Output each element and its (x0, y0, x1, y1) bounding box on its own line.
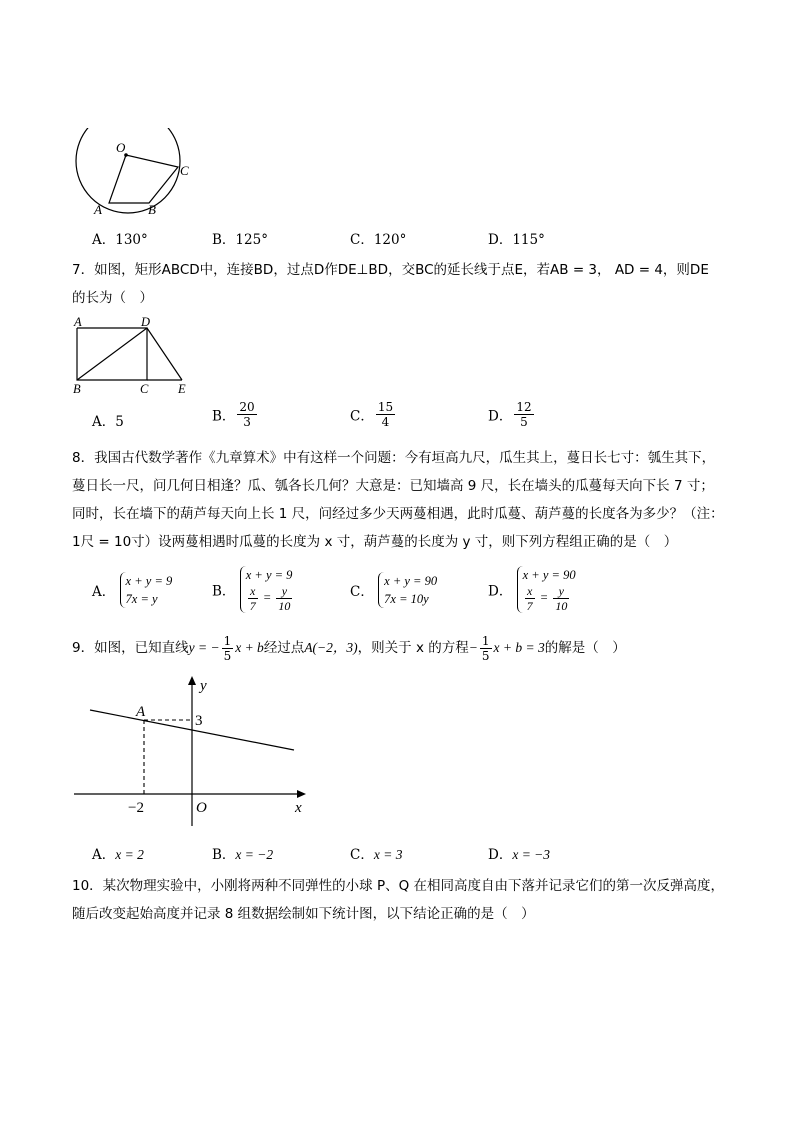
q7-option-d[interactable] (488, 400, 536, 429)
option-letter: D． (488, 847, 513, 863)
fraction-denominator: 3 (243, 415, 251, 429)
option-letter: C． (350, 408, 374, 425)
q6-option-a[interactable] (92, 228, 148, 248)
y-axis-arrow (188, 676, 196, 685)
q10-text-line1: 10．某次物理实验中，小刚将两种不同弹性的小球 P、Q 在相同高度自由下落并记录它们的第一次反弹高度， (72, 878, 725, 894)
fraction-denominator: 10 (278, 599, 291, 613)
fraction-numerator: 1 (481, 634, 490, 648)
option-letter: B． (212, 583, 236, 600)
equation-system (240, 566, 295, 613)
q9-mid: 经过点 (263, 640, 305, 656)
label-d: D (141, 315, 151, 329)
option-value: 5 (115, 414, 124, 430)
option-fraction (376, 400, 395, 429)
equation-2: 7x = 10y (384, 592, 429, 606)
q9-option-c[interactable] (350, 843, 402, 863)
fraction-denominator: 10 (555, 599, 568, 613)
option-letter: D． (488, 583, 513, 600)
option-letter: C． (350, 232, 374, 248)
equation-2: 7x = y (125, 592, 158, 606)
q7-text-line1: 7．如图，矩形ABCD中，连接BD，过点D作DE⊥BD，交BC的延长线于点E，若AB = 3， AD = 4，则DE (72, 262, 709, 278)
q8-text-line3: 同时，长在墙下的葫芦每天向上长 1 尺，问经过多少天两蔓相遇，此时瓜蔓、葫芦蔓的长度各为多少？（注： (72, 506, 724, 522)
q7-text-line2: 的长为（ ） (72, 290, 153, 306)
q8-option-b[interactable] (212, 566, 294, 613)
q8-option-c[interactable] (350, 572, 437, 608)
option-fraction (237, 400, 256, 429)
equation-1: x + y = 9 (125, 574, 173, 588)
equation-1: x + y = 9 (245, 568, 293, 582)
q7-option-c[interactable] (350, 400, 397, 429)
label-x: x (295, 800, 302, 816)
option-letter: C． (350, 847, 374, 863)
label-e: E (178, 382, 186, 396)
q9-point: A(−2，3) (304, 640, 358, 655)
q8-text-line1: 8．我国古代数学著作《九章算术》中有这样一个问题：今有垣高九尺，瓜生其上，蔓日长七寸：瓠生其下， (72, 450, 716, 466)
q9-option-a[interactable] (92, 843, 144, 863)
option-letter: A． (92, 232, 116, 248)
equation-system (378, 572, 437, 608)
q9-line-eq-rhs: x + b (235, 640, 264, 655)
segment-de (147, 328, 182, 380)
fraction-numerator: x (525, 584, 535, 599)
option-letter: B． (212, 232, 236, 248)
label-b: B (73, 382, 81, 396)
q8-option-a[interactable] (92, 572, 172, 608)
q6-option-c[interactable] (350, 228, 406, 248)
q8-text-line4: 1尺 = 10寸）设两蔓相遇时瓜蔓的长度为 x 寸，葫芦蔓的长度为 y 寸，则下列方程组正确的是（ ） (72, 534, 678, 550)
option-value: 115° (512, 232, 545, 248)
equation-1: x + y = 90 (522, 568, 576, 582)
option-value: 125° (235, 232, 268, 248)
equation-1: x + y = 90 (384, 574, 438, 588)
x-axis-arrow (297, 790, 306, 798)
q9-prefix: 9．如图，已知直线 (72, 640, 189, 656)
equation-2: $\frac{x}{7}$ = $\frac{y}{10}$ (526, 584, 568, 613)
fraction-numerator: 1 (223, 634, 232, 648)
fraction-denominator: 7 (249, 599, 256, 613)
option-letter: D． (488, 408, 513, 425)
quadrilateral-oabc (109, 155, 178, 203)
q6-option-d[interactable] (488, 228, 545, 248)
q9-eq-lhs: − (468, 640, 478, 655)
option-letter: B． (212, 847, 236, 863)
q8-text-line2: 蔓日长一尺，问几何日相逢？瓜、瓠各长几何？大意是：已知墙高 9 尺，长在墙头的瓜蔓每天向下长 7 寸； (72, 478, 714, 494)
segment-bd (77, 328, 147, 380)
q8-option-d[interactable] (488, 566, 576, 613)
q9-eq-rhs: x + b = 3 (493, 640, 545, 655)
label-a: A (94, 202, 102, 217)
circle-outline (76, 128, 180, 213)
q9-mid2: ，则关于 x 的方程 (357, 640, 469, 656)
q9-text (72, 634, 626, 663)
line-graph-figure (68, 672, 318, 832)
fraction-numerator: y (276, 584, 292, 599)
option-value: 130° (115, 232, 148, 248)
label-b: B (148, 202, 156, 217)
option-value: x = −3 (512, 847, 551, 862)
q7-option-a[interactable] (92, 410, 124, 430)
label-neg2: −2 (128, 800, 144, 816)
label-c: C (180, 163, 189, 178)
fraction-denominator: 4 (381, 415, 390, 429)
fraction-denominator: 5 (223, 649, 232, 663)
q9-line-fraction (222, 634, 234, 663)
fraction-denominator: 5 (520, 415, 528, 429)
option-letter: A． (92, 414, 116, 430)
option-letter: A． (92, 847, 116, 863)
q9-option-b[interactable] (212, 843, 273, 863)
fraction-numerator: x (248, 584, 258, 599)
fraction-numerator: 20 (239, 400, 255, 414)
q10-text-line2: 随后改变起始高度并记录 8 组数据绘制如下统计图，以下结论正确的是（ ） (72, 906, 535, 922)
fraction-numerator: 12 (516, 400, 532, 414)
q9-line-eq-lhs: y = − (188, 640, 220, 655)
fraction-denominator: 5 (481, 649, 490, 663)
label-a: A (136, 704, 146, 720)
label-a: A (74, 315, 82, 329)
rectangle-figure (68, 314, 198, 396)
label-o: O (116, 140, 126, 155)
fraction-denominator: 7 (526, 599, 533, 613)
option-value: 120° (373, 232, 407, 248)
label-o: O (196, 800, 207, 816)
q7-option-b[interactable] (212, 400, 259, 429)
equation-2: $\frac{x}{7}$ = $\frac{y}{10}$ (249, 584, 291, 613)
option-letter: D． (488, 232, 513, 248)
circle-figure (68, 128, 198, 218)
q6-option-b[interactable] (212, 228, 268, 248)
option-value: x = 3 (373, 847, 403, 862)
label-c: C (140, 382, 149, 396)
q9-option-d[interactable] (488, 843, 550, 863)
option-value: x = 2 (115, 847, 144, 862)
q9-suffix: 的解是（ ） (544, 640, 626, 656)
option-letter: B． (212, 408, 236, 425)
label-3: 3 (195, 713, 203, 729)
option-letter: A． (92, 584, 116, 600)
option-value: x = −2 (235, 847, 274, 862)
fraction-numerator: y (553, 584, 569, 599)
option-letter: C． (350, 584, 374, 600)
label-y: y (200, 678, 207, 694)
q9-eq-fraction (480, 634, 492, 663)
option-fraction (514, 400, 533, 429)
fraction-numerator: 15 (377, 400, 394, 414)
equation-system (517, 566, 576, 613)
equation-system (120, 572, 173, 608)
